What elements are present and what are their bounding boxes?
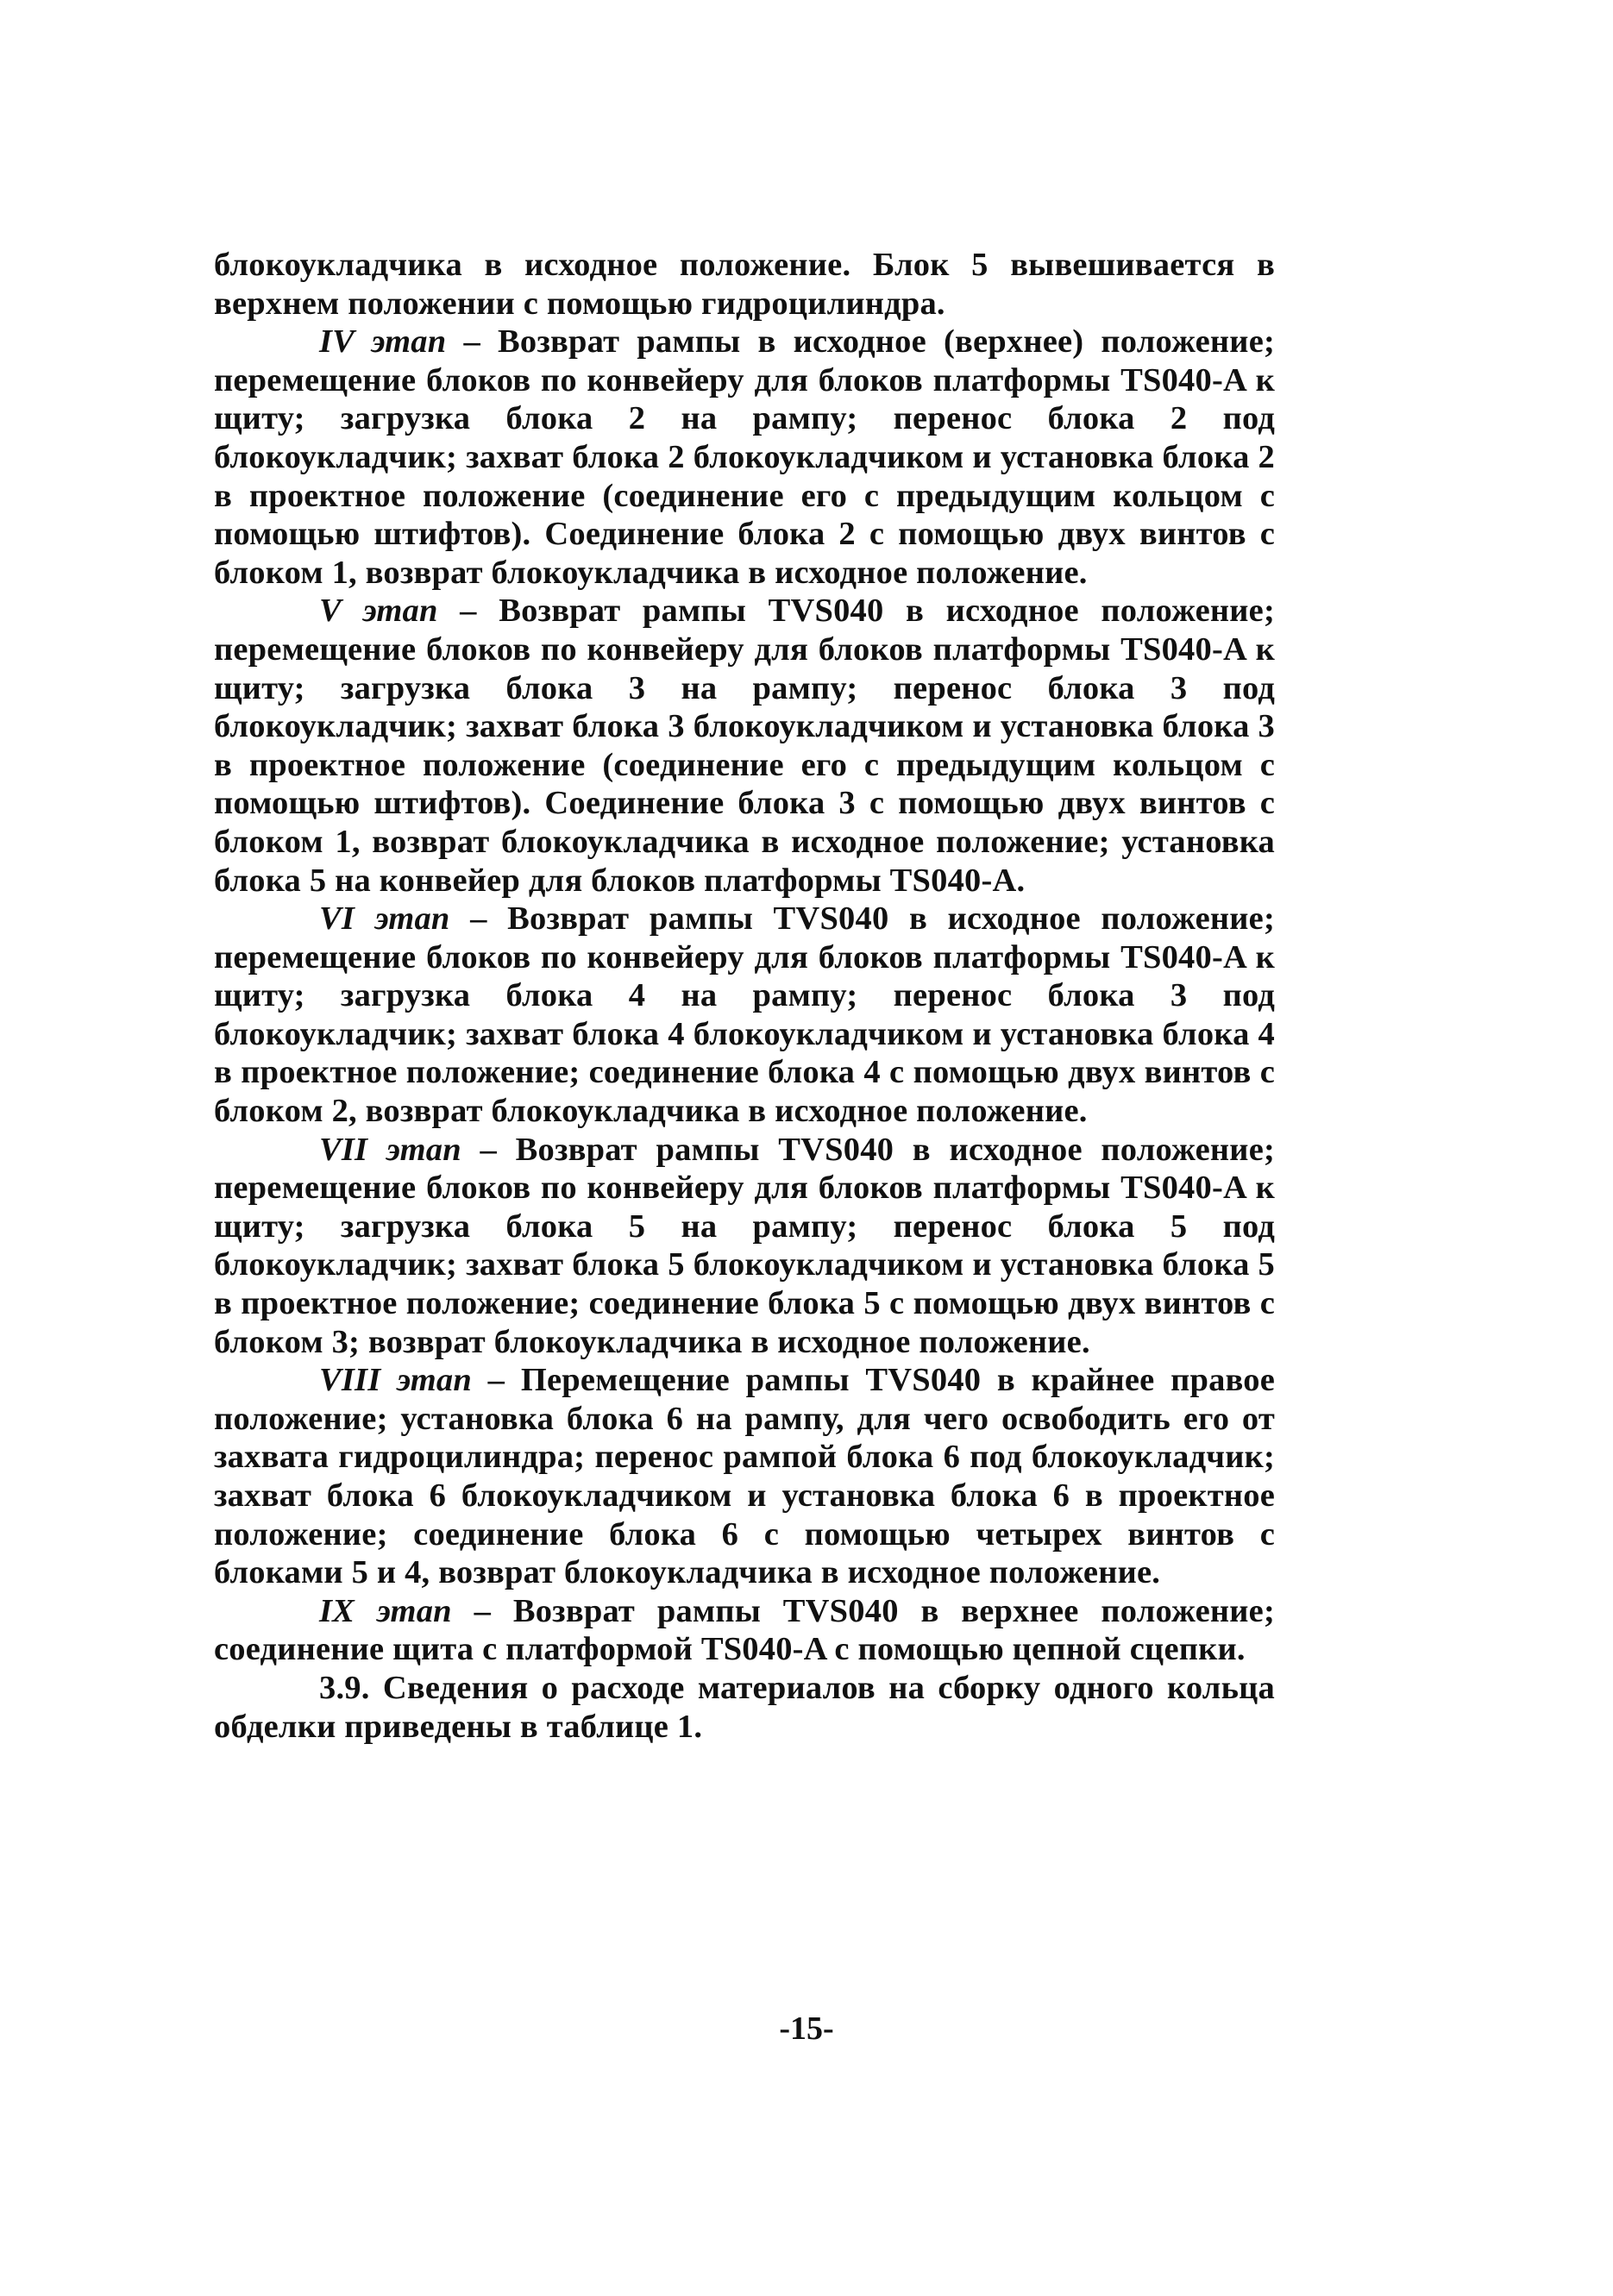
paragraph-stage-vii (214, 1131, 1275, 1362)
body-text (214, 246, 1275, 1746)
paragraph-text: – Возврат рампы TVS040 в исходное положение; перемещение блоков по конвейеру для блоков платформы TS040-A к щиту; загрузка блока 5 на рампу; перенос блока 5 под блокоукладчик; захват блока 5 блокоукладчиком и установка блока 5 в проектное положение; соединение блока 5 с помощью двух винтов с блоком 3; возврат блокоукладчика в исходное положение. (214, 1131, 1276, 1360)
paragraph-stage-viii (214, 1361, 1275, 1592)
paragraph-text: – Возврат рампы TVS040 в верхнее положение; соединение щита с платформой TS040-A с помощью цепной сцепки. (214, 1592, 1275, 1668)
paragraph-text: – Возврат рампы TVS040 в исходное положение; перемещение блоков по конвейеру для блоков платформы TS040-A к щиту; загрузка блока 3 на рампу; перенос блока 3 под блокоукладчик; захват блока 3 блокоукладчиком и установка блока 3 в проектное положение (соединение его с предыдущим кольцом с помощью штифтов). Соединение блока 3 с помощью двух винтов с блоком 1, возврат блокоукладчика в исходное положение; установка блока 5 на конвейер для блоков платформы TS040-A. (214, 593, 1275, 899)
paragraph-text: блокоукладчика в исходное положение. Блок 5 вывешивается в верхнем положении с помощью гидроцилиндра. (214, 247, 1275, 322)
paragraph-stage-ix (214, 1592, 1275, 1669)
paragraph-text: – Возврат рампы в исходное (верхнее) положение; перемещение блоков по конвейеру для блоков платформы TS040-A к щиту; загрузка блока 2 на рампу; перенос блока 2 под блокоукладчик; захват блока 2 блокоукладчиком и установка блока 2 в проектное положение (соединение его с предыдущим кольцом с помощью штифтов). Соединение блока 2 с помощью двух винтов с блоком 1, возврат блокоукладчика в исходное положение. (214, 323, 1276, 591)
paragraph-text: – Перемещение рампы TVS040 в крайнее правое положение; установка блока 6 на рампу, для чего освободить его от захвата гидроцилиндра; перенос рампой блока 6 под блокоукладчик; захват блока 6 блокоукладчиком и установка блока 6 в проектное положение; соединение блока 6 с помощью четырех винтов с блоками 5 и 4, возврат блокоукладчика в исходное положение. (214, 1362, 1275, 1591)
paragraph-section-3-9 (214, 1669, 1275, 1746)
stage-heading: IX этап (319, 1592, 452, 1629)
paragraph-text: 3.9. Сведения о расходе материалов на сборку одного кольца обделки приведены в таблице 1. (214, 1669, 1275, 1745)
stage-heading: VII этап (319, 1131, 461, 1168)
page-number: -15- (779, 2011, 834, 2047)
paragraph-stage-iv (214, 323, 1275, 592)
stage-heading: VIII этап (319, 1362, 472, 1399)
stage-heading: IV этап (319, 323, 447, 361)
paragraph-stage-vi (214, 900, 1275, 1131)
paragraph-continuation (214, 246, 1275, 323)
paragraph-text: – Возврат рампы TVS040 в исходное положение; перемещение блоков по конвейеру для блоков платформы TS040-A к щиту; загрузка блока 4 на рампу; перенос блока 3 под блокоукладчик; захват блока 4 блокоукладчиком и установка блока 4 в проектное положение; соединение блока 4 с помощью двух винтов с блоком 2, возврат блокоукладчика в исходное положение. (214, 900, 1275, 1130)
paragraph-stage-v (214, 592, 1275, 900)
stage-heading: VI этап (319, 900, 450, 938)
stage-heading: V этап (319, 593, 438, 630)
